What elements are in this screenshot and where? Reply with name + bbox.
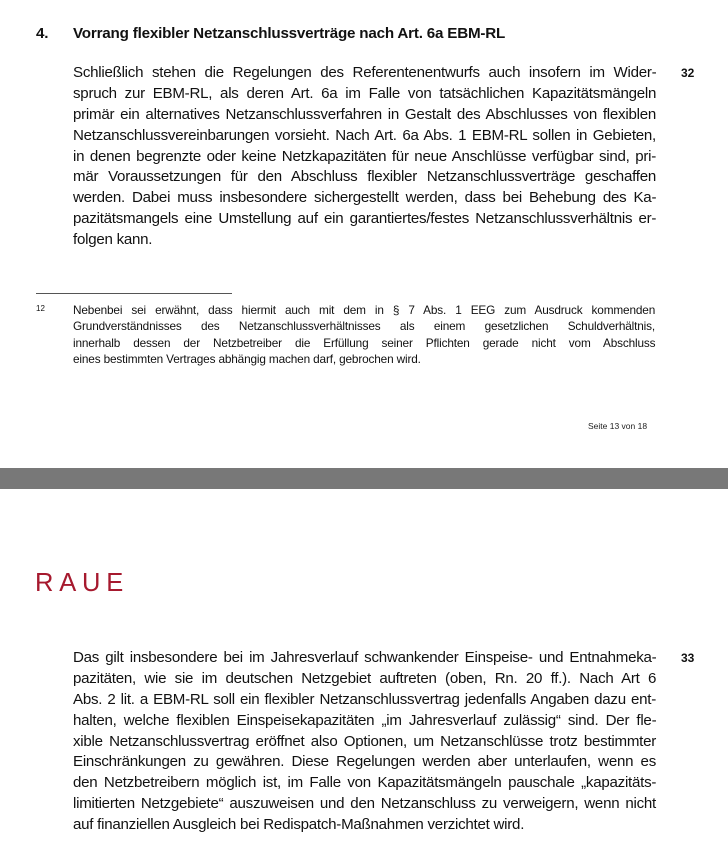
section-title: Vorrang flexibler Netzanschlussverträge nach Art. 6a EBM-RL <box>73 25 506 42</box>
footnote-text <box>73 302 655 367</box>
paragraph-33 <box>73 648 656 836</box>
paragraph-line: werden. Dabei muss insbesondere sichergestellt werden, dass bei Behebung des Ka- <box>73 189 657 207</box>
paragraph-line: xible Netzanschlussvertrag eröffnet also Optionen, um Netzanschlüsse trotz bestimmter <box>73 732 657 750</box>
raue-logo: RAUE <box>35 569 130 597</box>
paragraph-line: den Netzbetreibern möglich ist, im Falle von Kapazitätsmängeln pauschale „kapazitäts- <box>73 774 657 792</box>
paragraph-line: in denen begrenzte oder keine Netzkapazitäten für neue Anschlüsse verfügbar sind, pri- <box>73 147 657 165</box>
paragraph-line: Abs. 2 lit. a EBM-RL soll ein flexibler Netzanschlussvertrag jedenfalls Angaben dazu ent- <box>73 690 656 708</box>
paragraph-line: limitierten Netzgebiete“ auszuweisen und den Netzanschluss zu verweigern, wenn nicht <box>73 795 656 813</box>
footnote-divider <box>36 293 232 294</box>
document-page-14 <box>0 489 728 851</box>
paragraph-line: halten, welche flexiblen Einspeisekapazitäten „im Jahresverlauf zulässig“ sind. Der fle- <box>73 711 657 729</box>
paragraph-line: mär Voraussetzungen für den Abschluss flexibler Netzanschlussverträge geschaffen <box>73 168 656 186</box>
paragraph-32 <box>73 63 656 251</box>
footnote-line: innerhalb dessen der Netzbetreiber die Erfüllung seiner Pflichten gerade nicht vom Abschluss <box>73 335 656 350</box>
page-separator <box>0 468 728 489</box>
paragraph-line: primär ein alternatives Netzanschlussverfahren in Gestalt des Abschlusses von flexiblen <box>73 105 656 123</box>
footnote-line: Grundverständnisses des Netzanschlussverhältnisses als einem gesetzlichen Schuldverhältnis, <box>73 319 655 334</box>
paragraph-line: Einschränkungen zu gewähren. Diese Regelungen werden aber unterlaufen, wenn es <box>73 753 656 771</box>
paragraph-line: pazitätsmangels eine Umstellung auf ein garantiertes/festes Netzanschlussverhältnis er- <box>73 210 657 228</box>
footnote-line: eines bestimmten Vertrages abhängig machen darf, gebrochen wird. <box>73 351 421 366</box>
paragraph-line: pazitäten, wie sie im deutschen Netzgebiet auftreten (oben, Rn. 20 ff.). Nach Art 6 <box>73 669 657 687</box>
footnote-number: 12 <box>36 304 45 313</box>
footnote-line: Nebenbei sei erwähnt, dass hiermit auch mit dem in § 7 Abs. 1 EEG zum Ausdruck kommenden <box>73 303 656 317</box>
paragraph-line: folgen kann. <box>73 231 153 249</box>
margin-number: 32 <box>681 66 695 80</box>
paragraph-line: spruch zur EBM-RL, als deren Art. 6a im Falle von tatsächlichen Kapazitätsmängeln <box>73 84 657 102</box>
paragraph-line: Netzanschlussvereinbarungen vorsieht. Nach Art. 6a Abs. 1 EBM-RL sollen in Gebieten, <box>73 126 656 144</box>
page-number-label: Seite 13 von 18 <box>588 421 648 431</box>
margin-number: 33 <box>681 651 695 665</box>
paragraph-line: Das gilt insbesondere bei im Jahresverlauf schwankender Einspeise- und Entnahmeka- <box>73 649 657 666</box>
section-number: 4. <box>36 25 49 42</box>
paragraph-line: Schließlich stehen die Regelungen des Referentenentwurfs auch insofern im Wider- <box>73 64 657 81</box>
paragraph-line: auf finanziellen Ausgleich bei Redispatch-Maßnahmen verzichtet wird. <box>73 816 525 834</box>
